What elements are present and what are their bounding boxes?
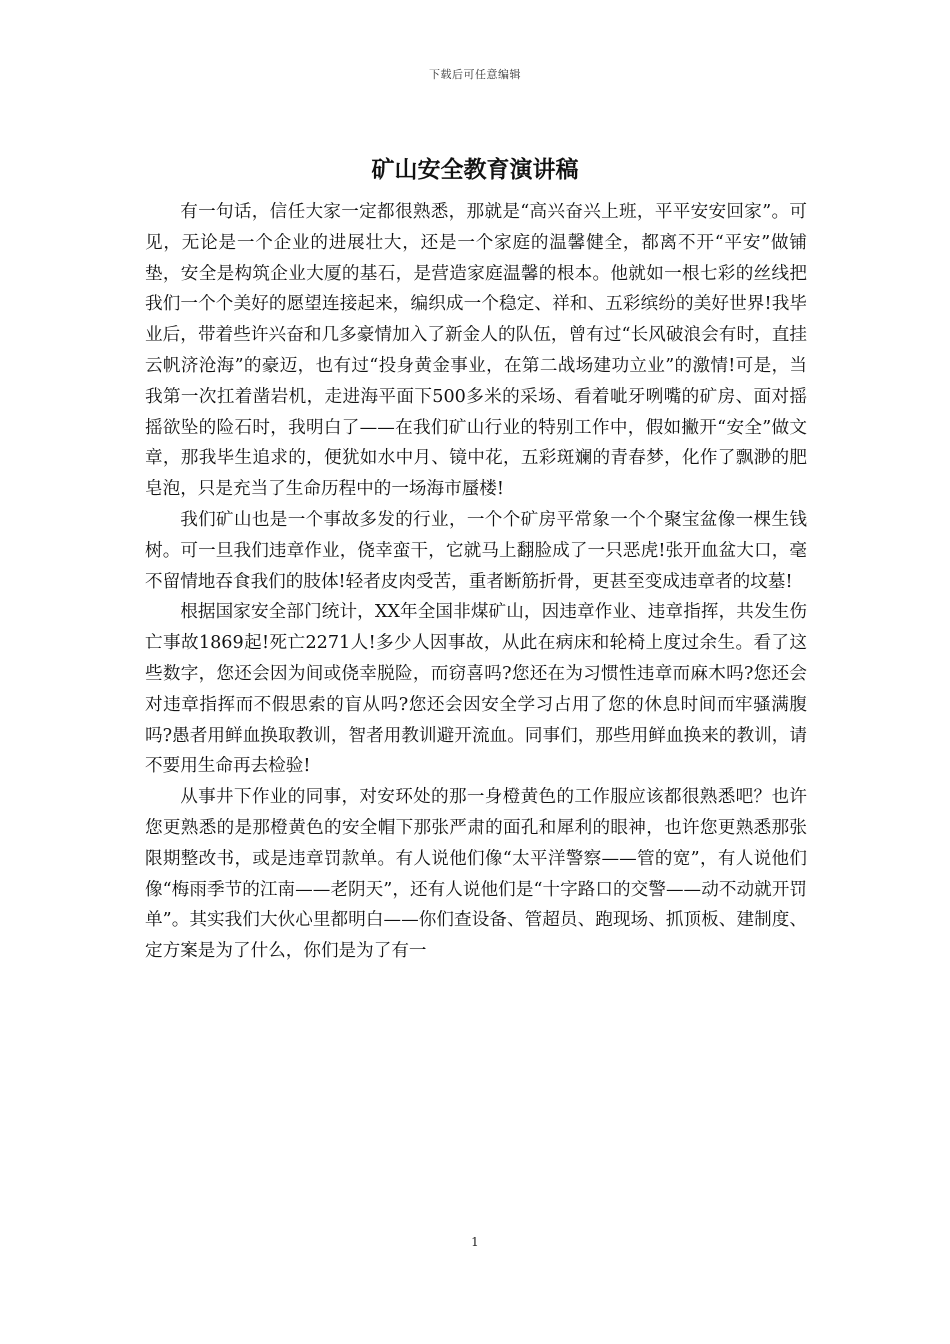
document-title: 矿山安全教育演讲稿 bbox=[371, 157, 579, 183]
page-number: 1 bbox=[471, 1235, 479, 1249]
paragraph-1: 有一句话，信任大家一定都很熟悉，那就是“高兴奋兴上班，平平安安回家”。可见，无论是一个企业的进展壮大，还是一个家庭的温馨健全，都离不开“平安”做铺垫，安全是构筑企业大厦的基石，是营造家庭温馨的根本。他就如一根七彩的丝线把我们一个个美好的愿望连接起来，编织成一个稳定、祥和、五彩缤纷的美好世界!我毕业后，带着些许兴奋和几多豪情加入了新金人的队伍，曾有过“长风破浪会有时，直挂云帆济沧海”的豪迈，也有过“投身黄金事业，在第二战场建功立业”的激情!可是，当我第一次扛着凿岩机，走进海平面下500多米的采场、看着呲牙咧嘴的矿房、面对摇摇欲坠的险石时，我明白了——在我们矿山行业的特别工作中，假如撇开“安全”做文章，那我毕生追求的，便犹如水中月、镜中花，五彩斑斓的青春梦，化作了飘渺的肥皂泡，只是充当了生命历程中的一场海市蜃楼! bbox=[145, 202, 807, 500]
header-note: 下载后可任意编辑 bbox=[429, 68, 521, 81]
document-body bbox=[145, 197, 807, 967]
paragraph-3: 根据国家安全部门统计，XX年全国非煤矿山，因违章作业、违章指挥，共发生伤亡事故1869起!死亡2271人!多少人因事故，从此在病床和轮椅上度过余生。看了这些数字，您还会因为间或侥幸脱险，而窃喜吗?您还在为习惯性违章而麻木吗?您还会对违章指挥而不假思索的盲从吗?您还会因安全学习占用了您的休息时间而牢骚满腹吗?愚者用鲜血换取教训，智者用教训避开流血。同事们，那些用鲜血换来的教训，请不要用生命再去检验! bbox=[145, 602, 807, 777]
paragraph-2: 我们矿山也是一个事故多发的行业，一个个矿房平常象一个个聚宝盆像一棵生钱树。可一旦我们违章作业，侥幸蛮干，它就马上翻脸成了一只恶虎!张开血盆大口，毫不留情地吞食我们的肢体!轻者皮肉受苦，重者断筋折骨，更甚至变成违章者的坟墓! bbox=[145, 509, 807, 592]
paragraph-4: 从事井下作业的同事，对安环处的那一身橙黄色的工作服应该都很熟悉吧？也许您更熟悉的是那橙黄色的安全帽下那张严肃的面孔和犀利的眼神，也许您更熟悉那张限期整改书，或是违章罚款单。有人说他们像“太平洋警察——管的宽”，有人说他们像“梅雨季节的江南——老阴天”，还有人说他们是“十字路口的交警——动不动就开罚单”。其实我们大伙心里都明白——你们查设备、管超员、跑现场、抓顶板、建制度、定方案是为了什么，你们是为了有一 bbox=[145, 787, 807, 962]
